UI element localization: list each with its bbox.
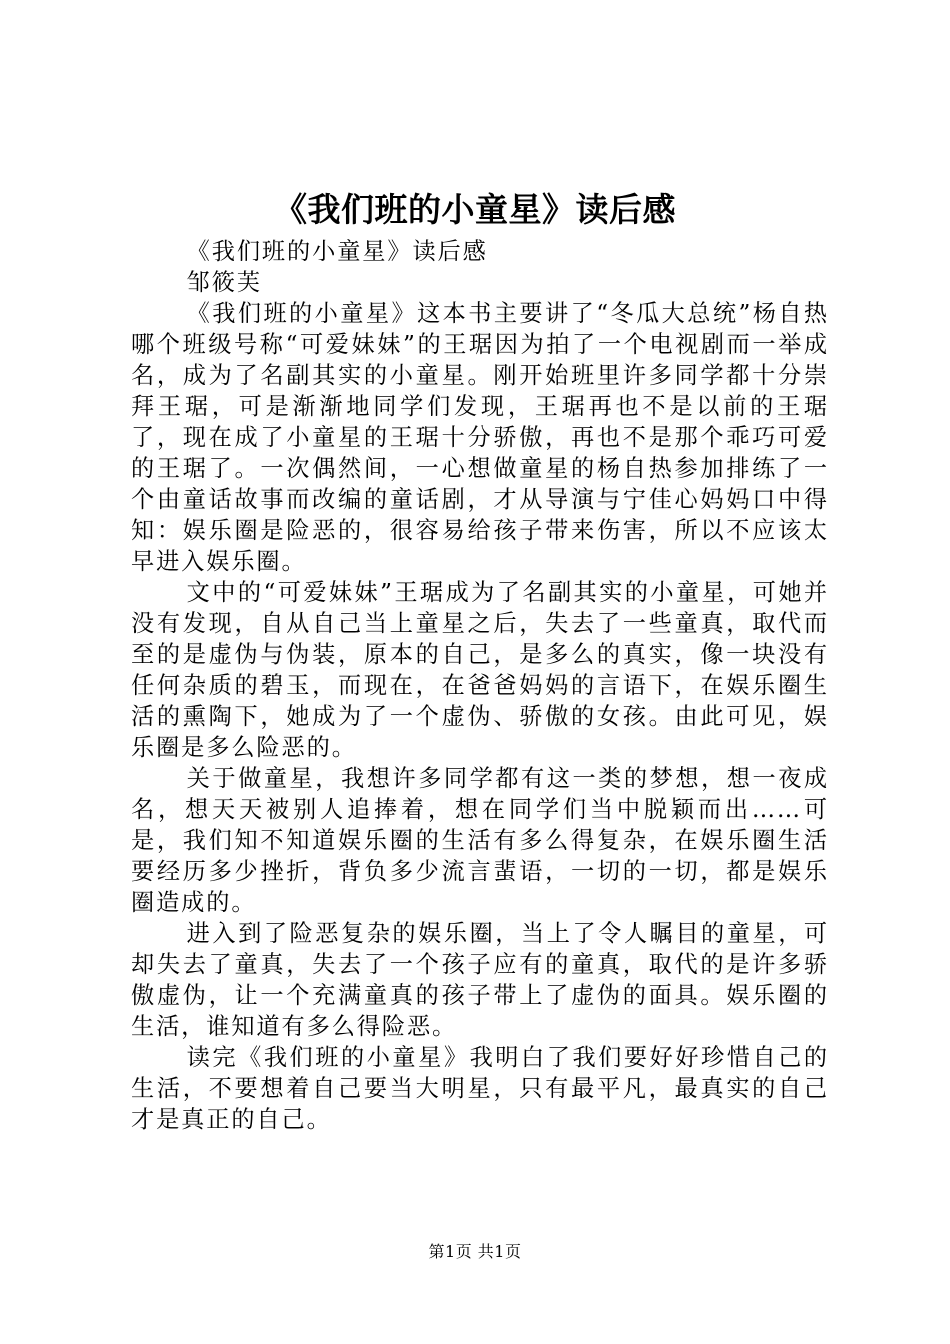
page-footer: 第1页 共1页 [428, 1242, 522, 1261]
document-title: 《我们班的小童星》读后感 [274, 190, 676, 229]
subtitle-line: 《我们班的小童星》读后感 [186, 238, 488, 265]
paragraph-1: 《我们班的小童星》这本书主要讲了“冬瓜大总统”杨自热哪个班级号称“可爱妹妹”的王琚因为拍了一个电视剧而一举成名，成为了名副其实的小童星。刚开始班里许多同学都十分崇拜王琚，可是渐渐地同学们发现，王琚再也不是以前的王琚了，现在成了小童星的王琚十分骄傲，再也不是那个乖巧可爱的王琚了。一次偶然间，一心想做童星的杨自热参加排练了一个由童话故事而改编的童话剧，才从导演与宁佳心妈妈口中得知：娱乐圈是险恶的，很容易给孩子带来伤害，所以不应该太早进入娱乐圈。 [131, 300, 829, 575]
paragraph-2: 文中的“可爱妹妹”王琚成为了名副其实的小童星，可她并没有发现，自从自己当上童星之后，失去了一些童真，取代而至的是虚伪与伪装，原本的自己，是多么的真实，像一块没有任何杂质的碧玉，而现在，在爸爸妈妈的言语下，在娱乐圈生活的熏陶下，她成为了一个虚伪、骄傲的女孩。由此可见，娱乐圈是多么险恶的。 [131, 579, 829, 761]
paragraph-5: 读完《我们班的小童星》我明白了我们要好好珍惜自己的生活，不要想着自己要当大明星，只有最平凡，最真实的自己才是真正的自己。 [131, 1044, 829, 1133]
document-body [131, 236, 829, 1135]
paragraph-3: 关于做童星，我想许多同学都有这一类的梦想，想一夜成名，想天天被别人追捧着，想在同学们当中脱颖而出……可是，我们知不知道娱乐圈的生活有多么得复杂，在娱乐圈生活要经历多少挫折，背负多少流言蜚语，一切的一切，都是娱乐圈造成的。 [131, 765, 829, 916]
author-line: 邹筱芙 [186, 269, 262, 296]
paragraph-4: 进入到了险恶复杂的娱乐圈，当上了令人瞩目的童星，可却失去了童真，失去了一个孩子应有的童真，取代的是许多骄傲虚伪，让一个充满童真的孩子带上了虚伪的面具。娱乐圈的生活，谁知道有多么得险恶。 [131, 920, 829, 1040]
